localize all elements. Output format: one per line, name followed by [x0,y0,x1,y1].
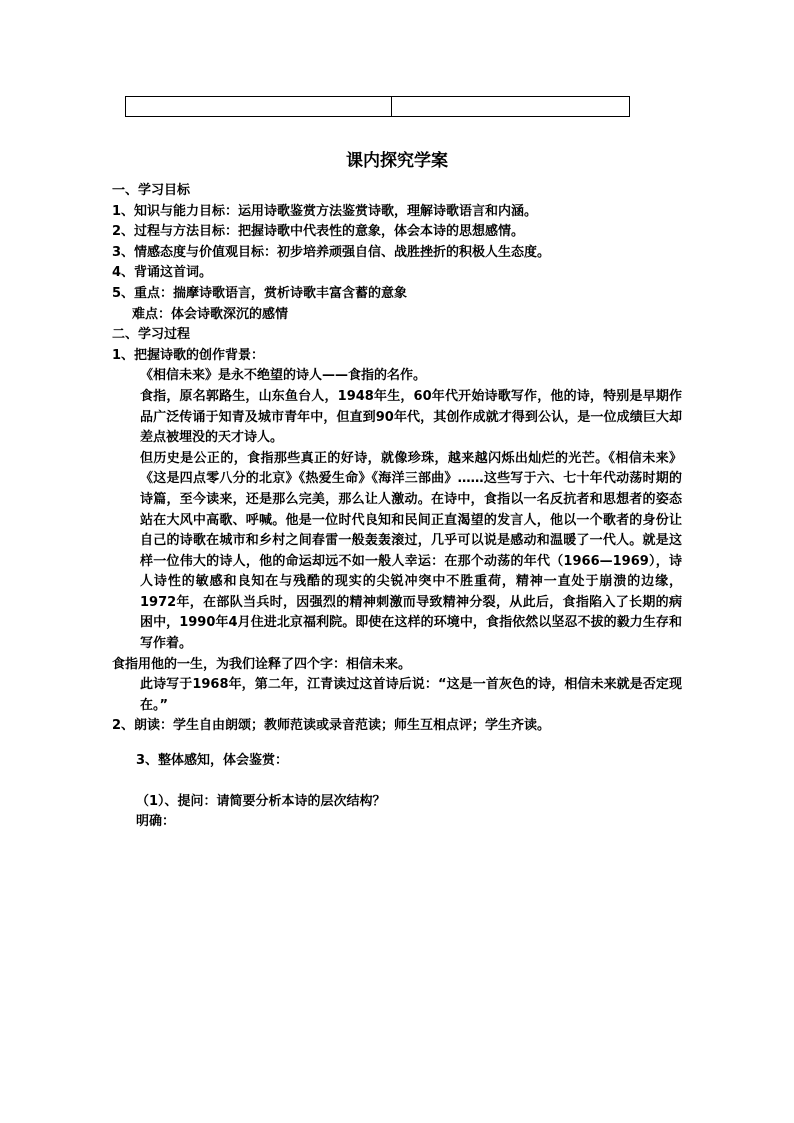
page-title: 课内探究学案 [346,151,448,171]
objective-item: 4、背诵这首词。 [112,265,213,281]
background-paragraph-3: 食指用他的一生，为我们诠释了四个字：相信未来。 [112,656,412,672]
objective-item: 5、重点：揣摩诗歌语言，赏析诗歌丰富含蓄的意象 [112,285,408,301]
document-body [112,181,682,833]
step1-intro: 《相信未来》是永不绝望的诗人——食指的名作。 [140,368,427,384]
step2-reading: 2、朗读：学生自由朗颂；教师范读或录音范读；师生互相点评；学生齐读。 [112,718,551,734]
difficulty-line: 难点：体会诗歌深沉的感情 [132,306,289,322]
background-paragraph-1: 食指，原名郭路生，山东鱼台人，1948年生，60年代开始诗歌写作，他的诗，特别是早期作品广泛传诵于知青及城市青年中，但直到90年代，其创作成就才得到公认，是一位成绩巨大却差点被埋没的天才诗人。 [140,388,682,446]
answer-label: 明确： [136,814,176,830]
section2-heading: 二、学习过程 [112,327,191,343]
header-cell-right [392,97,630,117]
background-paragraph-2: 但历史是公正的，食指那些真正的好诗，就像珍珠，越来越闪烁出灿烂的光芒。《相信未来》《这是四点零八分的北京》《热爱生命》《海洋三部曲》……这些写于六、七十年代动荡时期的诗篇，至今读来，还是那么完美，那么让人激动。在诗中，食指以一名反抗者和思想者的姿态站在大风中高歌、呼喊。他是一位时代良知和民间正直渴望的发言人，他以一个歌者的身份让自己的诗歌在城市和乡村之间春雷一般轰轰滚过，几乎可以说是感动和温暖了一代人。就是这样一位伟大的诗人，他的命运却远不如一般人幸运：在那个动荡的年代（1966—1969），诗人诗性的敏感和良知在与残酷的现实的尖锐冲突中不胜重荷，精神一直处于崩溃的边缘，1972年，在部队当兵时，因强烈的精神刺激而导致精神分裂，从此后，食指陷入了长期的病困中，1990年4月住进北京福利院。即使在这样的环境中，食指依然以坚忍不拔的毅力生存和写作着。 [140,450,682,652]
step1-heading: 1、把握诗歌的创作背景： [112,347,265,363]
section1-heading: 一、学习目标 [112,183,191,198]
step3-heading: 3、整体感知，体会鉴赏： [136,753,289,769]
objective-item: 3、情感态度与价值观目标：初步培养顽强自信、战胜挫折的积极人生态度。 [112,244,551,260]
background-paragraph-4: 此诗写于1968年，第二年，江青读过这首诗后说：“这是一首灰色的诗，相信未来就是否定现在。” [140,677,682,713]
objective-item: 1、知识与能力目标：运用诗歌鉴赏方法鉴赏诗歌，理解诗歌语言和内涵。 [112,203,538,219]
header-cell-left [126,97,392,117]
header-table [125,96,630,117]
question-1: （1）、提问：请简要分析本诗的层次结构？ [136,793,386,809]
objective-item: 2、过程与方法目标：把握诗歌中代表性的意象，体会本诗的思想感情。 [112,224,525,240]
